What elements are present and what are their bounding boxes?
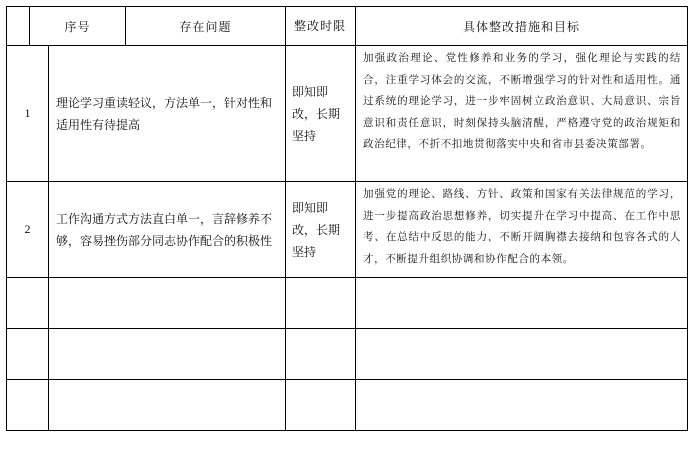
deadline-text: 即知即改，长期坚持 [292, 200, 341, 259]
empty-cell [49, 380, 285, 430]
header-no: 序号 [64, 19, 91, 34]
header-issue: 存在问题 [179, 19, 232, 34]
empty-cell [49, 278, 285, 328]
rectification-table [6, 6, 688, 431]
header-deadline: 整改时限 [293, 18, 346, 33]
row-divider [6, 430, 688, 431]
measures-text: 加强政治理论、党性修养和业务的学习，强化理论与实践的结合，注重学习体会的交流，不断增强学习的针对性和适用性。通过系统的理论学习，进一步牢固树立政治意识、大局意识、宗旨意识和责任意识，时刻保持头脑清醒，严格遵守党的政治规矩和政治纪律，不折不扣地贯彻落实中央和省市县委决策部署。 [363, 52, 681, 150]
empty-cell [49, 329, 285, 379]
row-number: 1 [24, 106, 31, 120]
row-number: 2 [24, 222, 31, 236]
measures-text: 加强党的理论、路线、方针、政策和国家有关法律规范的学习，进一步提高政治思想修养，切实提升在学习中提高、在工作中思考、在总结中反思的能力，不断开阔胸襟去接纳和包容各式的人才，不断提升组织协调和协作配合的本领。 [363, 188, 681, 265]
column-divider [687, 6, 688, 431]
issue-text: 工作沟通方式方法直白单一，言辞修养不够，容易挫伤部分同志协作配合的积极性 [56, 211, 273, 248]
header-measures: 具体整改措施和目标 [462, 19, 580, 34]
deadline-text: 即知即改，长期坚持 [292, 84, 341, 143]
issue-text: 理论学习重读轻议，方法单一，针对性和适用性有待提高 [56, 95, 273, 132]
